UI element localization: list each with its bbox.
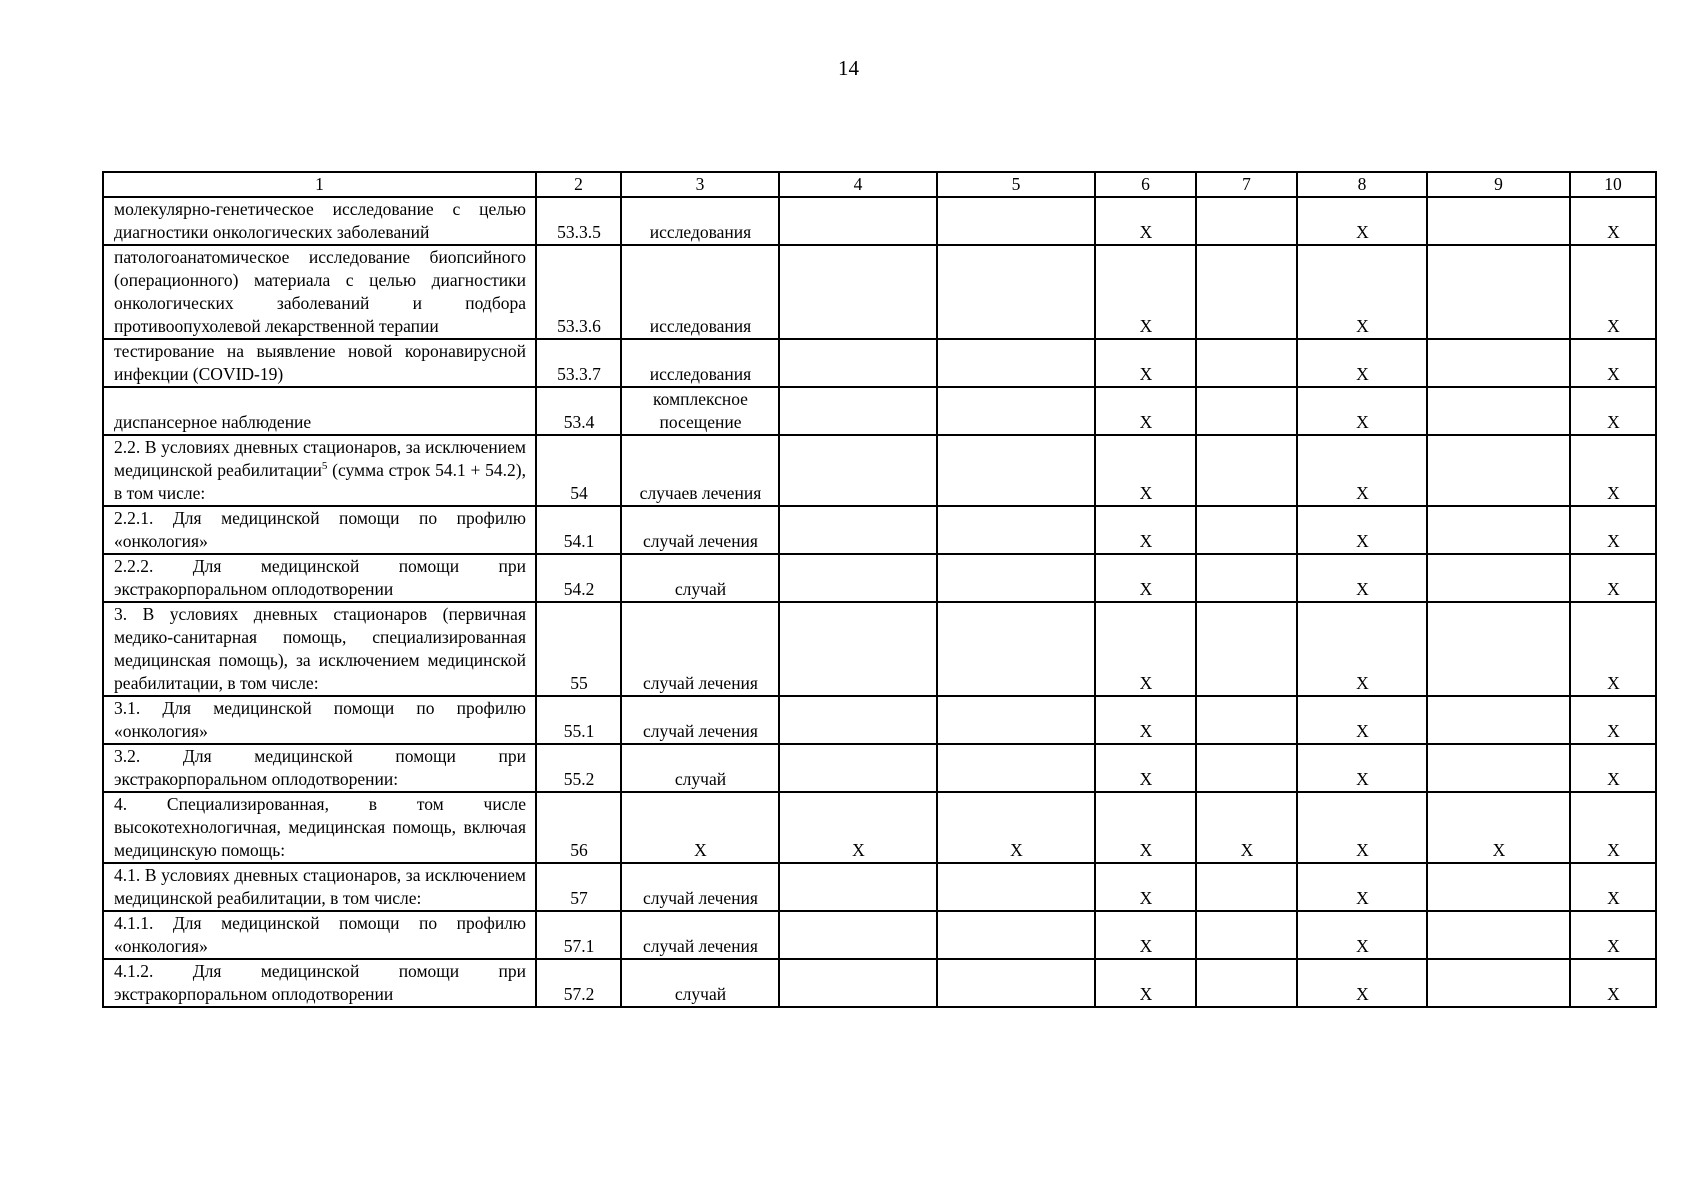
cell-c4	[779, 863, 937, 911]
row-name: 4. Специализированная, в том числе высокотехнологичная, медицинская помощь, включая медицинскую помощь:	[114, 794, 526, 860]
column-header: 4	[779, 172, 937, 197]
row-name: 3.2. Для медицинской помощи при экстракорпоральном оплодотворении:	[114, 746, 526, 789]
cell-c6: X	[1095, 959, 1196, 1007]
column-header: 8	[1297, 172, 1427, 197]
page-number: 14	[838, 56, 859, 80]
cell-code: 53.3.6	[536, 245, 621, 339]
header-row	[103, 172, 1656, 197]
row-name-cell	[103, 245, 536, 339]
cell-c9	[1427, 554, 1570, 602]
cell-c9	[1427, 959, 1570, 1007]
cell-c10: X	[1570, 602, 1656, 696]
cell-c4	[779, 245, 937, 339]
cell-code: 57.1	[536, 911, 621, 959]
row-name: 4.1.1. Для медицинской помощи по профилю «онкология»	[114, 913, 526, 956]
cell-code: 53.3.5	[536, 197, 621, 245]
cell-c7	[1196, 696, 1297, 744]
cell-c10: X	[1570, 435, 1656, 506]
cell-c9	[1427, 602, 1570, 696]
cell-c9	[1427, 197, 1570, 245]
cell-c8: X	[1297, 959, 1427, 1007]
cell-c7	[1196, 959, 1297, 1007]
cell-unit: случаев лечения	[621, 435, 779, 506]
cell-c10: X	[1570, 197, 1656, 245]
cell-c8: X	[1297, 792, 1427, 863]
cell-unit: случай	[621, 959, 779, 1007]
cell-c4	[779, 197, 937, 245]
cell-c4	[779, 387, 937, 435]
cell-c5	[937, 602, 1095, 696]
cell-c7	[1196, 339, 1297, 387]
cell-c10: X	[1570, 506, 1656, 554]
cell-code: 54.2	[536, 554, 621, 602]
cell-c9	[1427, 245, 1570, 339]
column-header: 10	[1570, 172, 1656, 197]
row-name-cell	[103, 792, 536, 863]
cell-c5	[937, 245, 1095, 339]
table-body	[103, 197, 1656, 1007]
cell-c6: X	[1095, 863, 1196, 911]
footnote-marker: 5	[321, 460, 328, 473]
cell-unit: случай	[621, 554, 779, 602]
cell-code: 54.1	[536, 506, 621, 554]
cell-c10: X	[1570, 387, 1656, 435]
cell-c5	[937, 696, 1095, 744]
cell-c5	[937, 744, 1095, 792]
row-name-cell	[103, 744, 536, 792]
row-name: патологоанатомическое исследование биопсийного (операционного) материала с целью диагностики онкологических заболеваний и подбора противоопухолевой лекарственной терапии	[114, 247, 526, 336]
cell-c7	[1196, 744, 1297, 792]
row-name-cell	[103, 387, 536, 435]
cell-unit: случай лечения	[621, 911, 779, 959]
cell-unit: случай лечения	[621, 506, 779, 554]
cell-c9	[1427, 387, 1570, 435]
table-row	[103, 245, 1656, 339]
table-row	[103, 911, 1656, 959]
column-header: 7	[1196, 172, 1297, 197]
cell-c6: X	[1095, 744, 1196, 792]
cell-code: 53.3.7	[536, 339, 621, 387]
cell-c7	[1196, 863, 1297, 911]
cell-c6: X	[1095, 602, 1196, 696]
cell-c4	[779, 554, 937, 602]
cell-c6: X	[1095, 245, 1196, 339]
cell-c5	[937, 197, 1095, 245]
table-row	[103, 959, 1656, 1007]
cell-c4	[779, 602, 937, 696]
cell-c5	[937, 339, 1095, 387]
row-name: 3. В условиях дневных стационаров (первичная медико-санитарная помощь, специализированная медицинская помощь), за исключением медицинской реабилитации, в том числе:	[114, 604, 526, 693]
cell-c4: X	[779, 792, 937, 863]
row-name: 2.2.2. Для медицинской помощи при экстракорпоральном оплодотворении	[114, 556, 526, 599]
data-table	[102, 171, 1657, 1008]
row-name-cell	[103, 339, 536, 387]
table-row	[103, 602, 1656, 696]
cell-c9	[1427, 506, 1570, 554]
cell-c7: X	[1196, 792, 1297, 863]
cell-c4	[779, 911, 937, 959]
cell-c10: X	[1570, 959, 1656, 1007]
table-row	[103, 506, 1656, 554]
cell-c10: X	[1570, 911, 1656, 959]
cell-unit: исследования	[621, 197, 779, 245]
table-header	[103, 172, 1656, 197]
cell-code: 54	[536, 435, 621, 506]
table-row	[103, 339, 1656, 387]
cell-c5: X	[937, 792, 1095, 863]
cell-c7	[1196, 387, 1297, 435]
column-header: 1	[103, 172, 536, 197]
cell-c9	[1427, 696, 1570, 744]
row-name-cell	[103, 554, 536, 602]
table-row	[103, 696, 1656, 744]
cell-c6: X	[1095, 696, 1196, 744]
cell-c5	[937, 863, 1095, 911]
cell-unit: случай лечения	[621, 602, 779, 696]
cell-c10: X	[1570, 339, 1656, 387]
cell-c5	[937, 959, 1095, 1007]
cell-unit: исследования	[621, 339, 779, 387]
cell-c8: X	[1297, 744, 1427, 792]
cell-c4	[779, 744, 937, 792]
row-name: молекулярно-генетическое исследование с целью диагностики онкологических заболеваний	[114, 199, 526, 242]
column-header: 9	[1427, 172, 1570, 197]
cell-c6: X	[1095, 911, 1196, 959]
cell-c6: X	[1095, 792, 1196, 863]
cell-c9	[1427, 435, 1570, 506]
cell-c10: X	[1570, 744, 1656, 792]
cell-c4	[779, 435, 937, 506]
row-name-cell	[103, 911, 536, 959]
cell-unit: X	[621, 792, 779, 863]
column-header: 3	[621, 172, 779, 197]
row-name-cell	[103, 863, 536, 911]
cell-c6: X	[1095, 339, 1196, 387]
cell-c5	[937, 506, 1095, 554]
table-row	[103, 197, 1656, 245]
row-name: 4.1. В условиях дневных стационаров, за исключением медицинской реабилитации, в том числе:	[114, 865, 526, 908]
cell-c9	[1427, 911, 1570, 959]
cell-c8: X	[1297, 863, 1427, 911]
cell-c8: X	[1297, 245, 1427, 339]
row-name-cell	[103, 506, 536, 554]
column-header: 2	[536, 172, 621, 197]
row-name-tail: (сумма строк 54.1 + 54.2), в том числе:	[114, 460, 527, 503]
cell-unit: комплексное посещение	[621, 387, 779, 435]
column-header: 5	[937, 172, 1095, 197]
cell-c10: X	[1570, 863, 1656, 911]
cell-c8: X	[1297, 696, 1427, 744]
cell-code: 57.2	[536, 959, 621, 1007]
cell-c8: X	[1297, 554, 1427, 602]
cell-c9: X	[1427, 792, 1570, 863]
row-name: тестирование на выявление новой коронавирусной инфекции (COVID-19)	[114, 341, 526, 384]
cell-c7	[1196, 197, 1297, 245]
cell-c7	[1196, 554, 1297, 602]
column-header: 6	[1095, 172, 1196, 197]
cell-unit: исследования	[621, 245, 779, 339]
row-name: 4.1.2. Для медицинской помощи при экстракорпоральном оплодотворении	[114, 961, 526, 1004]
table-row	[103, 863, 1656, 911]
cell-c8: X	[1297, 911, 1427, 959]
cell-c5	[937, 911, 1095, 959]
cell-c10: X	[1570, 696, 1656, 744]
row-name-cell	[103, 696, 536, 744]
table-row	[103, 744, 1656, 792]
cell-code: 55	[536, 602, 621, 696]
cell-c6: X	[1095, 506, 1196, 554]
cell-c4	[779, 959, 937, 1007]
table-row	[103, 435, 1656, 506]
cell-c8: X	[1297, 387, 1427, 435]
cell-code: 55.2	[536, 744, 621, 792]
cell-c4	[779, 696, 937, 744]
cell-c4	[779, 506, 937, 554]
cell-c9	[1427, 339, 1570, 387]
cell-c6: X	[1095, 554, 1196, 602]
cell-c8: X	[1297, 602, 1427, 696]
table-row	[103, 554, 1656, 602]
cell-c8: X	[1297, 506, 1427, 554]
cell-code: 57	[536, 863, 621, 911]
row-name: 2.2. В условиях дневных стационаров, за исключением медицинской реабилитации	[114, 437, 526, 480]
row-name-cell	[103, 197, 536, 245]
cell-c8: X	[1297, 339, 1427, 387]
cell-c7	[1196, 506, 1297, 554]
cell-unit: случай лечения	[621, 696, 779, 744]
cell-unit: случай	[621, 744, 779, 792]
row-name: 3.1. Для медицинской помощи по профилю «онкология»	[114, 698, 526, 741]
cell-code: 55.1	[536, 696, 621, 744]
cell-c10: X	[1570, 245, 1656, 339]
cell-c10: X	[1570, 792, 1656, 863]
row-name: диспансерное наблюдение	[114, 412, 312, 432]
cell-c7	[1196, 245, 1297, 339]
cell-c7	[1196, 435, 1297, 506]
cell-c6: X	[1095, 197, 1196, 245]
cell-c9	[1427, 744, 1570, 792]
cell-c5	[937, 554, 1095, 602]
cell-unit: случай лечения	[621, 863, 779, 911]
cell-c10: X	[1570, 554, 1656, 602]
cell-c5	[937, 387, 1095, 435]
cell-c7	[1196, 602, 1297, 696]
cell-code: 56	[536, 792, 621, 863]
cell-c6: X	[1095, 387, 1196, 435]
row-name-cell	[103, 602, 536, 696]
cell-code: 53.4	[536, 387, 621, 435]
cell-c8: X	[1297, 435, 1427, 506]
cell-c4	[779, 339, 937, 387]
row-name-cell	[103, 959, 536, 1007]
table-row	[103, 792, 1656, 863]
cell-c5	[937, 435, 1095, 506]
row-name: 2.2.1. Для медицинской помощи по профилю «онкология»	[114, 508, 526, 551]
cell-c8: X	[1297, 197, 1427, 245]
cell-c6: X	[1095, 435, 1196, 506]
row-name-cell	[103, 435, 536, 506]
table-row	[103, 387, 1656, 435]
cell-c9	[1427, 863, 1570, 911]
cell-c7	[1196, 911, 1297, 959]
